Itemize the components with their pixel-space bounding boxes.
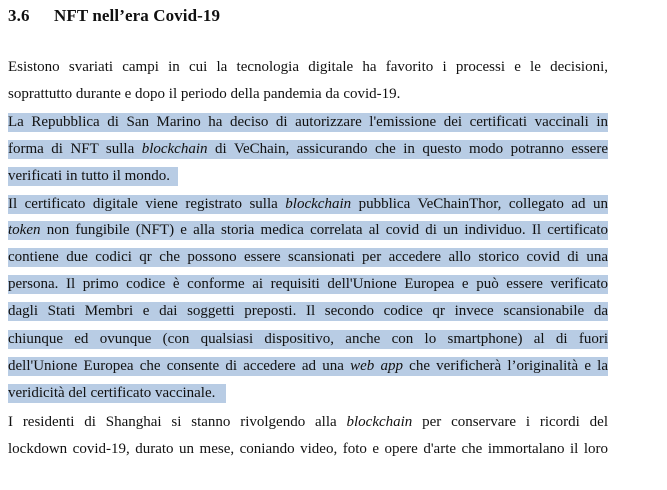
italic-term: blockchain (141, 141, 208, 157)
paragraph-line (8, 193, 608, 215)
paragraph-line (8, 138, 608, 160)
paragraph-line (8, 219, 608, 241)
italic-term: blockchain (346, 414, 413, 430)
paragraph-line: chiunque ed ovunque (con qualsiasi dispositivo, anche con lo smartphone) al di fuori (8, 331, 608, 347)
italic-term: token (8, 222, 41, 238)
italic-term: web app (350, 358, 403, 374)
text-span: per conservare i ricordi del (412, 414, 608, 430)
paragraph-line: soprattutto durante e dopo il periodo della pandemia da covid-19. (8, 86, 401, 102)
paragraph-line: verificati in tutto il mondo. (8, 168, 171, 184)
text-span: forma di NFT sulla (8, 141, 142, 157)
paragraph-line: contiene due codici qr che possono essere scansionati per accedere allo storico covid di una (8, 249, 608, 265)
text-span: I residenti di Shanghai si stanno rivolgendo alla (8, 414, 347, 430)
paragraph-line: La Repubblica di San Marino ha deciso di autorizzare l'emissione dei certificati vaccinali in (8, 114, 608, 130)
text-span: di VeChain, assicurando che in questo modo potranno essere (207, 141, 608, 157)
paragraph-line: lockdown covid-19, durato un mese, coniando video, foto e opere d'arte che immortalano il loro (8, 441, 608, 457)
paragraph-line: dagli Stati Membri e dai soggetti preposti. Il secondo codice qr invece scansionabile da (8, 303, 608, 319)
text-span: Il certificato digitale viene registrato sulla (8, 196, 286, 212)
section-heading (8, 6, 220, 26)
text-span: pubblica VeChainThor, collegato ad un (351, 196, 608, 212)
text-span: non fungibile (NFT) e alla storia medica correlata al covid di un individuo. Il certificato (40, 222, 608, 238)
paragraph-line: Esistono svariati campi in cui la tecnologia digitale ha favorito i processi e le decisioni, (8, 59, 608, 75)
text-span: dell'Unione Europea che consente di accedere ad una (8, 358, 351, 374)
text-span: che verificherà l’originalità e la (402, 358, 608, 374)
paragraph-line: persona. Il primo codice è conforme ai requisiti dell'Unione Europea e può essere verificato (8, 276, 608, 292)
section-number: 3.6 (8, 6, 30, 25)
paragraph-line (8, 355, 608, 377)
section-title: NFT nell’era Covid-19 (54, 6, 221, 25)
italic-term: blockchain (285, 196, 352, 212)
paragraph-line: veridicità del certificato vaccinale. (8, 385, 216, 401)
paragraph-line (8, 411, 608, 433)
